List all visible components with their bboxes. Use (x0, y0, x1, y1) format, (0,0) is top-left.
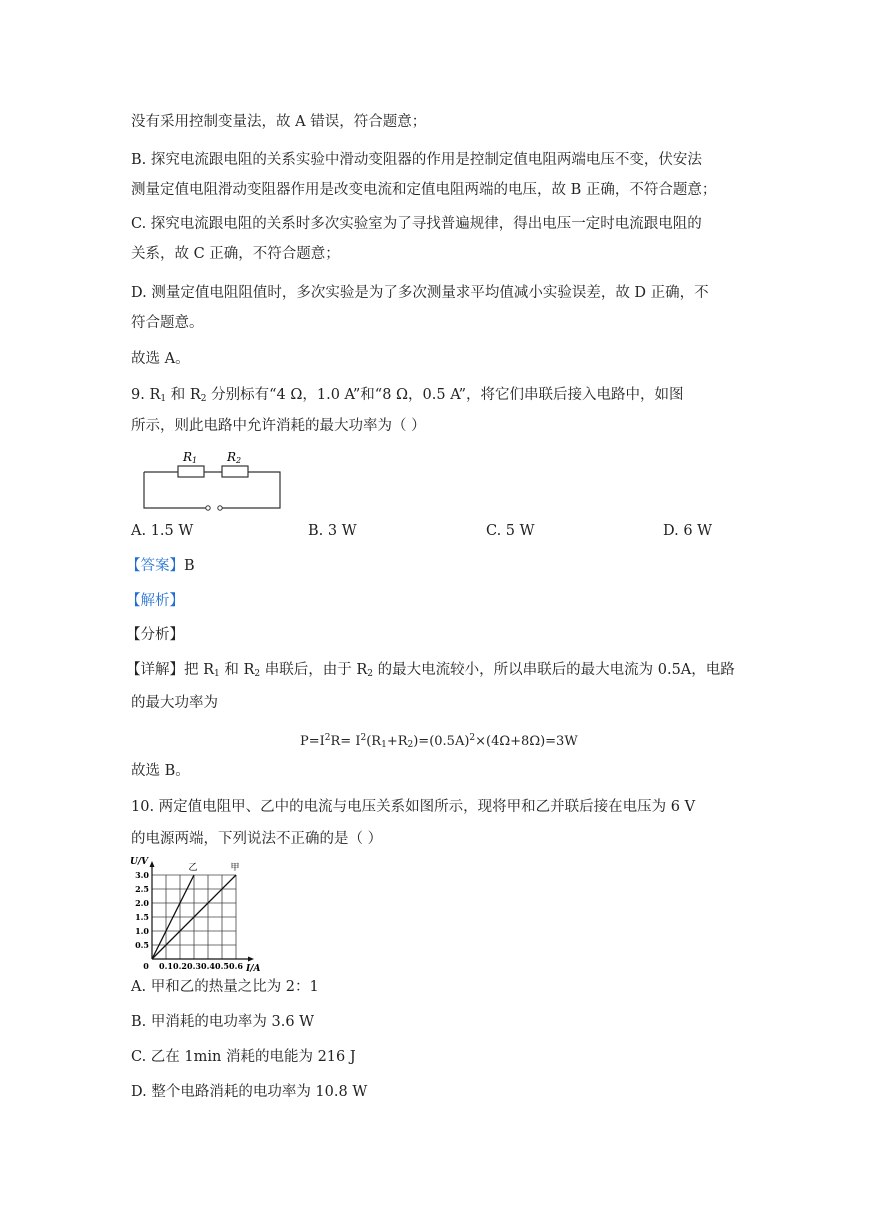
y-tick-label: 1.0 (135, 926, 149, 936)
detail-line: 【详解】把 $R_1$ 和 $R_2$ 串联后，由于 $R_2$ 的最大电流较小，所以串联后的最大电流为 0.5A，电路 (126, 662, 735, 679)
text-line: C. 探究电流跟电阻的关系时多次实验室为了寻找普遍规律，得出电压一定时电流跟电阻的 (131, 216, 702, 232)
text-line: 测量定值电阻滑动变阻器作用是改变电流和定值电阻两端的电压，故 B 正确，不符合题意； (131, 182, 717, 198)
x-tick-label: 0.6 (229, 961, 243, 971)
y-tick-label: 1.5 (135, 912, 149, 922)
x-axis-arrow (248, 957, 254, 962)
text-line: 没有采用控制变量法，故 A 错误，符合题意； (131, 114, 427, 130)
analysis-tag: 【解析】 (126, 593, 184, 609)
text-line: 关系，故 C 正确，不符合题意； (131, 246, 340, 262)
fenxi-tag: 【分析】 (126, 627, 184, 643)
option-c: C. 5 W (486, 523, 535, 539)
series-label: 甲 (230, 863, 240, 873)
answer-line: 【答案】B (126, 558, 195, 574)
question-10-stem: 10. 两定值电阻甲、乙中的电流与电压关系如图所示，现将甲和乙并联后接在电压为 6 V (131, 799, 696, 815)
y-axis-label: U/V (130, 857, 149, 867)
x-tick-label: 0.4 (201, 961, 215, 971)
text-line: 故选 A。 (131, 351, 190, 367)
text-line: D. 测量定值电阻阻值时，多次实验是为了多次测量求平均值减小实验误差，故 D 正确，不 (131, 285, 709, 301)
circuit-diagram (138, 446, 288, 516)
formula: $P=I^2R= I^2(R_1+R_2)=(0.5A)^2\times(4\Omega+8\Omega)=3W$ (300, 733, 578, 750)
text-line: 的最大功率为 (131, 695, 218, 711)
option-d: D. 整个电路消耗的电功率为 10.8 W (131, 1084, 368, 1100)
r1-label: R1 (183, 450, 198, 465)
y-axis-arrow (150, 861, 155, 867)
x-tick-label: 0.5 (215, 961, 229, 971)
x-axis-label: I/A (246, 964, 261, 974)
text-line: 故选 B。 (131, 763, 190, 779)
option-d: D. 6 W (663, 523, 713, 539)
answer-tag: 【答案】 (126, 558, 184, 574)
text-line: 符合题意。 (131, 315, 204, 331)
text-line: B. 探究电流跟电阻的关系实验中滑动变阻器的作用是控制定值电阻两端电压不变，伏安法 (131, 152, 702, 168)
series-label: 乙 (188, 863, 198, 873)
question-10-stem-cont: 的电源两端，下列说法不正确的是（ ） (131, 831, 383, 847)
option-c: C. 乙在 1min 消耗的电能为 216 J (131, 1049, 356, 1065)
origin-label: 0 (143, 961, 149, 971)
x-tick-label: 0.3 (187, 961, 201, 971)
option-b: B. 3 W (308, 523, 357, 539)
question-9-stem-cont: 所示，则此电路中允许消耗的最大功率为（ ） (131, 418, 426, 434)
u-i-chart (128, 855, 268, 975)
y-tick-label: 3.0 (135, 870, 149, 880)
option-a: A. 1.5 W (131, 523, 194, 539)
option-a: A. 甲和乙的热量之比为 2：1 (131, 979, 319, 995)
y-tick-label: 2.5 (135, 884, 149, 894)
x-tick-label: 0.2 (173, 961, 187, 971)
r2-label: R2 (227, 450, 242, 465)
y-tick-label: 0.5 (135, 940, 149, 950)
option-b: B. 甲消耗的电功率为 3.6 W (131, 1014, 315, 1030)
y-tick-label: 2.0 (135, 898, 149, 908)
question-9-stem: 9. $R_1$ 和 $R_2$ 分别标有“4 Ω，1.0 A”和“8 Ω，0.5 A”，将它们串联后接入电路中，如图 (131, 387, 684, 404)
x-tick-label: 0.1 (159, 961, 173, 971)
